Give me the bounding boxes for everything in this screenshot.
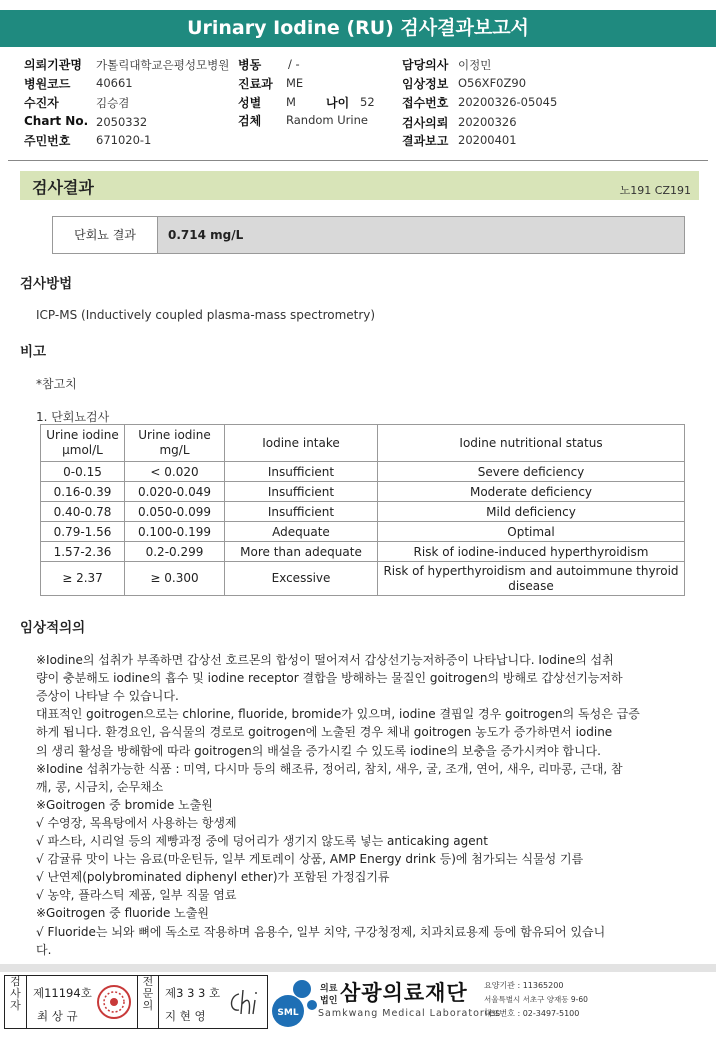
table-row [41,522,685,542]
table-cell: Insufficient [225,462,378,482]
chart-value: 2050332 [96,115,148,129]
receipt-value: 20200326-05045 [458,95,558,109]
reference-subtitle: 1. 단회뇨검사 [36,410,110,424]
report-date-label: 결과보고 [402,134,449,148]
report-date-value: 20200401 [458,133,517,147]
specialist-number: 제3 3 3 호 [165,986,221,1000]
significance-title: 임상적의의 [20,620,86,636]
doctor-value: 이정민 [458,58,492,72]
specimen-value: Random Urine [286,113,368,127]
method-text: ICP-MS (Inductively coupled plasma-mass spectrometry) [36,308,376,322]
table-header: Urine iodine μmol/L [41,425,125,462]
contact-phone: 대표번호 : 02-3497-5100 [484,1009,580,1018]
significance-line: 다. [36,942,52,957]
table-header: Iodine nutritional status [378,425,685,462]
age-label: 나이 [326,96,350,110]
seal-stamp-icon [97,985,131,1019]
table-cell: Excessive [225,562,378,596]
patient-value: 김승겸 [96,96,130,110]
table-cell: Adequate [225,522,378,542]
doctor-label: 담당의사 [402,58,449,72]
reference-table [40,424,685,596]
lab-brand [270,975,710,1029]
sml-logo-icon [270,975,318,1029]
table-cell: < 0.020 [125,462,225,482]
hospital-code-value: 40661 [96,76,133,90]
sex-value: M [286,95,296,109]
table-row [41,562,685,596]
table-row [41,502,685,522]
institution-value: 가톨릭대학교은평성모병원 [96,58,230,72]
significance-line: √ 수영장, 목욕탕에서 사용하는 항생제 [36,815,237,830]
table-cell: Severe deficiency [378,462,685,482]
specialist-name: 지 현 영 [165,1009,206,1023]
significance-line: 량이 충분해도 iodine의 흡수 및 iodine receptor 결합을 방해하는 물질인 goitrogen의 방해로 갑상선기능저하 [36,671,623,686]
significance-line: √ 난연제(polybrominated diphenyl ether)가 포함된 가정집기류 [36,870,390,885]
hospital-code-label: 병원코드 [24,77,71,91]
sex-label: 성별 [238,96,262,110]
signature-icon [225,986,265,1020]
table-cell: 0.40-0.78 [41,502,125,522]
table-cell: Moderate deficiency [378,482,685,502]
significance-line: √ 감귤류 맛이 나는 음료(마운틴듀, 일부 게토레이 상품, AMP Energy drink 등)에 첨가되는 식물성 기름 [36,852,584,867]
significance-line: 깨, 콩, 시금치, 순무채소 [36,779,164,794]
table-cell: 0.020-0.049 [125,482,225,502]
result-box [52,216,685,254]
table-header-row [41,425,685,462]
remark-title: 비고 [20,344,47,360]
table-cell: ≥ 2.37 [41,562,125,596]
clinical-value: O56XF0Z90 [458,76,527,90]
signature-box [4,975,268,1029]
test-code: 노191 CZ191 [619,184,691,197]
receipt-label: 접수번호 [402,96,449,110]
table-cell: Risk of iodine-induced hyperthyroidism [378,542,685,562]
brand-english: Samkwang Medical Laboratories [318,1008,502,1019]
table-cell: 0.2-0.299 [125,542,225,562]
significance-line: ※Goitrogen 중 bromide 노출원 [36,797,213,812]
significance-line: √ Fluoride는 뇌와 뼈에 독소로 작용하며 음용수, 일부 치약, 구강청정제, 치과치료용제 등에 함유되어 있습니 [36,924,606,939]
id-label: 주민번호 [24,134,71,148]
tester-label: 검사자 [5,976,27,1028]
table-header: Iodine intake [225,425,378,462]
table-cell: 0-0.15 [41,462,125,482]
chart-label: Chart No. [24,114,89,128]
table-cell: Mild deficiency [378,502,685,522]
institution-label: 의뢰기관명 [24,58,82,72]
dept-label: 진료과 [238,77,273,91]
specimen-label: 검체 [238,114,262,128]
report-title: Urinary Iodine (RU) 검사결과보고서 [0,10,716,47]
table-cell: 0.16-0.39 [41,482,125,502]
patient-info [20,56,710,152]
ward-label: 병동 [238,58,262,72]
table-cell: Insufficient [225,482,378,502]
significance-line: ※Goitrogen 중 fluoride 노출원 [36,906,209,921]
age-value: 52 [360,95,375,109]
table-row [41,482,685,502]
table-cell: Risk of hyperthyroidism and autoimmune thyroid disease [378,562,685,596]
table-cell: 0.100-0.199 [125,522,225,542]
patient-label: 수진자 [24,96,59,110]
sml-logo-text: SML [277,1008,299,1018]
result-section-title: 검사결과 [32,178,94,197]
table-row [41,542,685,562]
table-header: Urine iodine mg/L [125,425,225,462]
contact-code: 요양기관 : 11365200 [484,981,564,990]
significance-line: ※Iodine 섭취가능한 식품 : 미역, 다시마 등의 해조류, 정어리, 참치, 새우, 굴, 조개, 연어, 새우, 리마콩, 근대, 참 [36,761,623,776]
result-item-value: 0.714 mg/L [168,228,244,242]
specialist-label: 전문의 [137,976,159,1028]
contact-address: 서울특별시 서초구 양재동 9-60 [484,995,588,1004]
footer-separator [0,964,716,972]
significance-line: ※Iodine의 섭취가 부족하면 갑상선 호르몬의 합성이 떨어져서 갑상선기능저하증이 나타납니다. Iodine의 섭취 [36,653,614,667]
table-row [41,462,685,482]
request-label: 검사의뢰 [402,116,449,130]
brand-name: 삼광의료재단 [340,981,468,1005]
significance-line: 대표적인 goitrogen으로는 chlorine, fluoride, bromide가 있으며, iodine 결핍일 경우 goitrogen의 독성은 급증 [36,707,640,722]
table-cell: More than adequate [225,542,378,562]
tester-name: 최 상 규 [37,1009,78,1023]
table-cell: 0.79-1.56 [41,522,125,542]
divider [8,160,708,161]
significance-line: √ 파스타, 시리얼 등의 제빵과정 중에 덩어리가 생기지 않도록 넣는 anticaking agent [36,834,488,848]
table-cell: ≥ 0.300 [125,562,225,596]
id-value: 671020-1 [96,133,152,147]
table-cell: 0.050-0.099 [125,502,225,522]
significance-line: √ 농약, 플라스틱 제품, 일부 직물 염료 [36,888,237,903]
method-title: 검사방법 [20,276,73,292]
clinical-label: 임상정보 [402,77,449,91]
table-cell: Optimal [378,522,685,542]
significance-line: 증상이 나타날 수 있습니다. [36,689,179,704]
result-section-header [20,171,699,200]
significance-line: 하게 됩니다. 환경요인, 음식물의 경로로 goitrogen에 노출된 경우 체내 goitrogen 농도가 증가하면서 iodine [36,725,613,740]
request-value: 20200326 [458,115,517,129]
result-item-label: 단회뇨 결과 [53,217,158,253]
ward-value: / - [288,57,300,71]
significance-line: 의 생리 활성을 방해함에 따라 goitrogen의 배설을 증가시킬 수 있도록 iodine의 보충을 증가시켜야 합니다. [36,743,601,758]
brand-prefix-2: 법인 [320,996,338,1006]
brand-prefix-1: 의료 [320,984,338,994]
tester-number: 제11194호 [33,986,92,1000]
table-cell: Insufficient [225,502,378,522]
dept-value: ME [286,76,304,90]
reference-note: *참고치 [36,377,77,391]
table-cell: 1.57-2.36 [41,542,125,562]
